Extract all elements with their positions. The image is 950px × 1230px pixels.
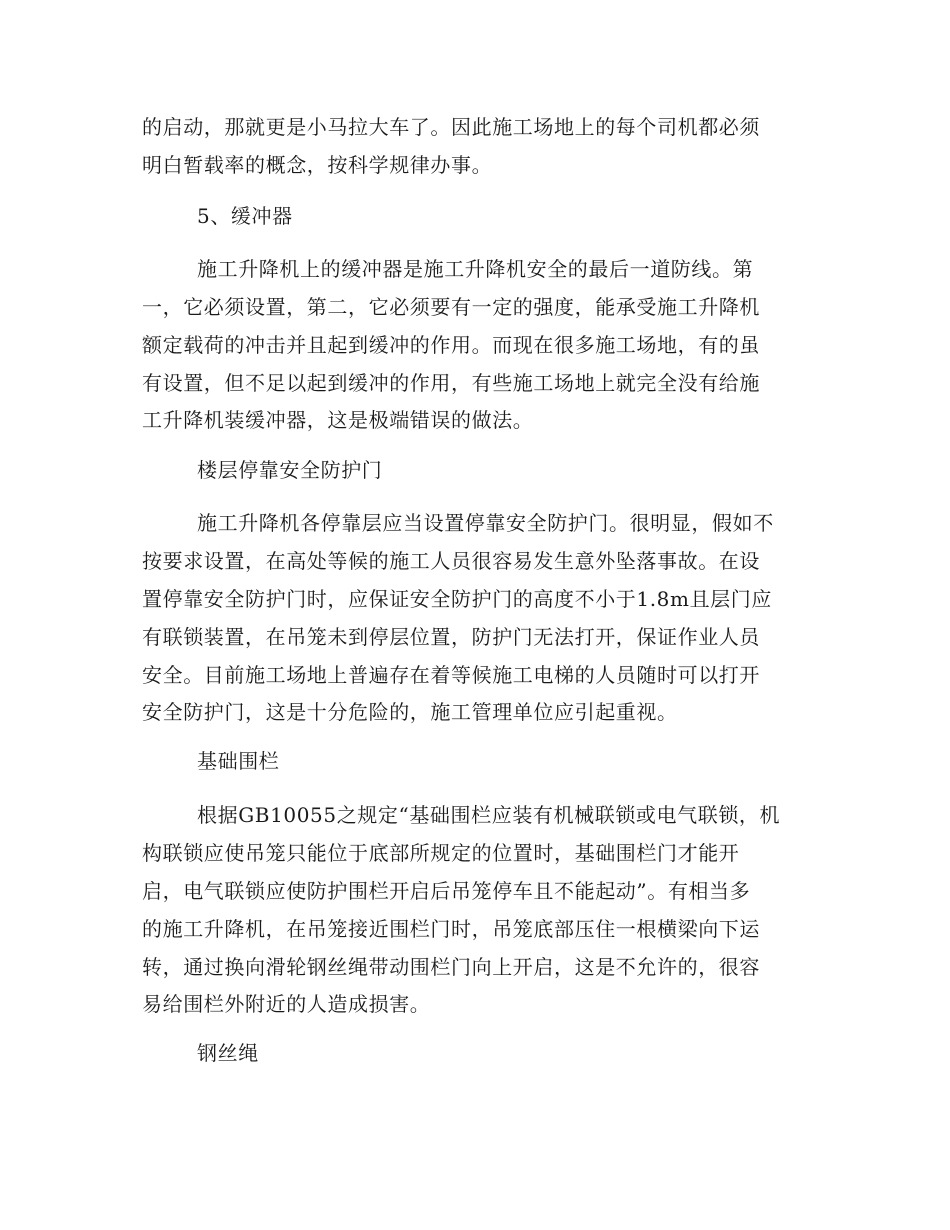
paragraph-line: 的施工升降机，在吊笼接近围栏门时，吊笼底部压住一根横梁向下运 (142, 917, 760, 941)
paragraph-line: 启，电气联锁应使防护围栏开启后吊笼停车且不能起动”。有相当多 (142, 879, 751, 903)
paragraph-line: 工升降机装缓冲器，这是极端错误的做法。 (142, 408, 534, 432)
section-heading: 5、缓冲器 (197, 204, 293, 228)
paragraph-line: 施工升降机上的缓冲器是施工升降机安全的最后一道防线。第 (197, 257, 754, 281)
paragraph-line: 根据GB10055之规定“基础围栏应装有机械联锁或电气联锁，机 (197, 803, 781, 827)
paragraph-line: 安全。目前施工场地上普遍存在着等候施工电梯的人员随时可以打开 (142, 663, 760, 687)
paragraph-line: 构联锁应使吊笼只能位于底部所规定的位置时，基础围栏门才能开 (142, 841, 740, 865)
paragraph-line: 按要求设置，在高处等候的施工人员很容易发生意外坠落事故。在设 (142, 549, 760, 573)
section-heading: 钢丝绳 (197, 1041, 259, 1065)
paragraph-line: 明白暂载率的概念，按科学规律办事。 (142, 153, 493, 177)
section-heading: 基础围栏 (197, 749, 280, 773)
paragraph-line: 安全防护门，这是十分危险的，施工管理单位应引起重视。 (142, 700, 678, 724)
section-heading: 楼层停靠安全防护门 (197, 458, 383, 482)
paragraph-line: 有联锁装置，在吊笼未到停层位置，防护门无法打开，保证作业人员 (142, 625, 760, 649)
paragraph-line: 额定载荷的冲击并且起到缓冲的作用。而现在很多施工场地，有的虽 (142, 333, 760, 357)
paragraph-line: 转，通过换向滑轮钢丝绳带动围栏门向上开启，这是不允许的，很容 (142, 955, 760, 979)
paragraph-line: 有设置，但不足以起到缓冲的作用，有些施工场地上就完全没有给施 (142, 371, 760, 395)
paragraph-line: 置停靠安全防护门时，应保证安全防护门的高度不小于1.8m且层门应 (142, 587, 772, 611)
paragraph-line: 的启动，那就更是小马拉大车了。因此施工场地上的每个司机都必须 (142, 115, 760, 139)
paragraph-line: 施工升降机各停靠层应当设置停靠安全防护门。很明显，假如不 (197, 511, 774, 535)
paragraph-line: 一，它必须设置，第二，它必须要有一定的强度，能承受施工升降机 (142, 295, 760, 319)
paragraph-line: 易给围栏外附近的人造成损害。 (142, 992, 431, 1016)
